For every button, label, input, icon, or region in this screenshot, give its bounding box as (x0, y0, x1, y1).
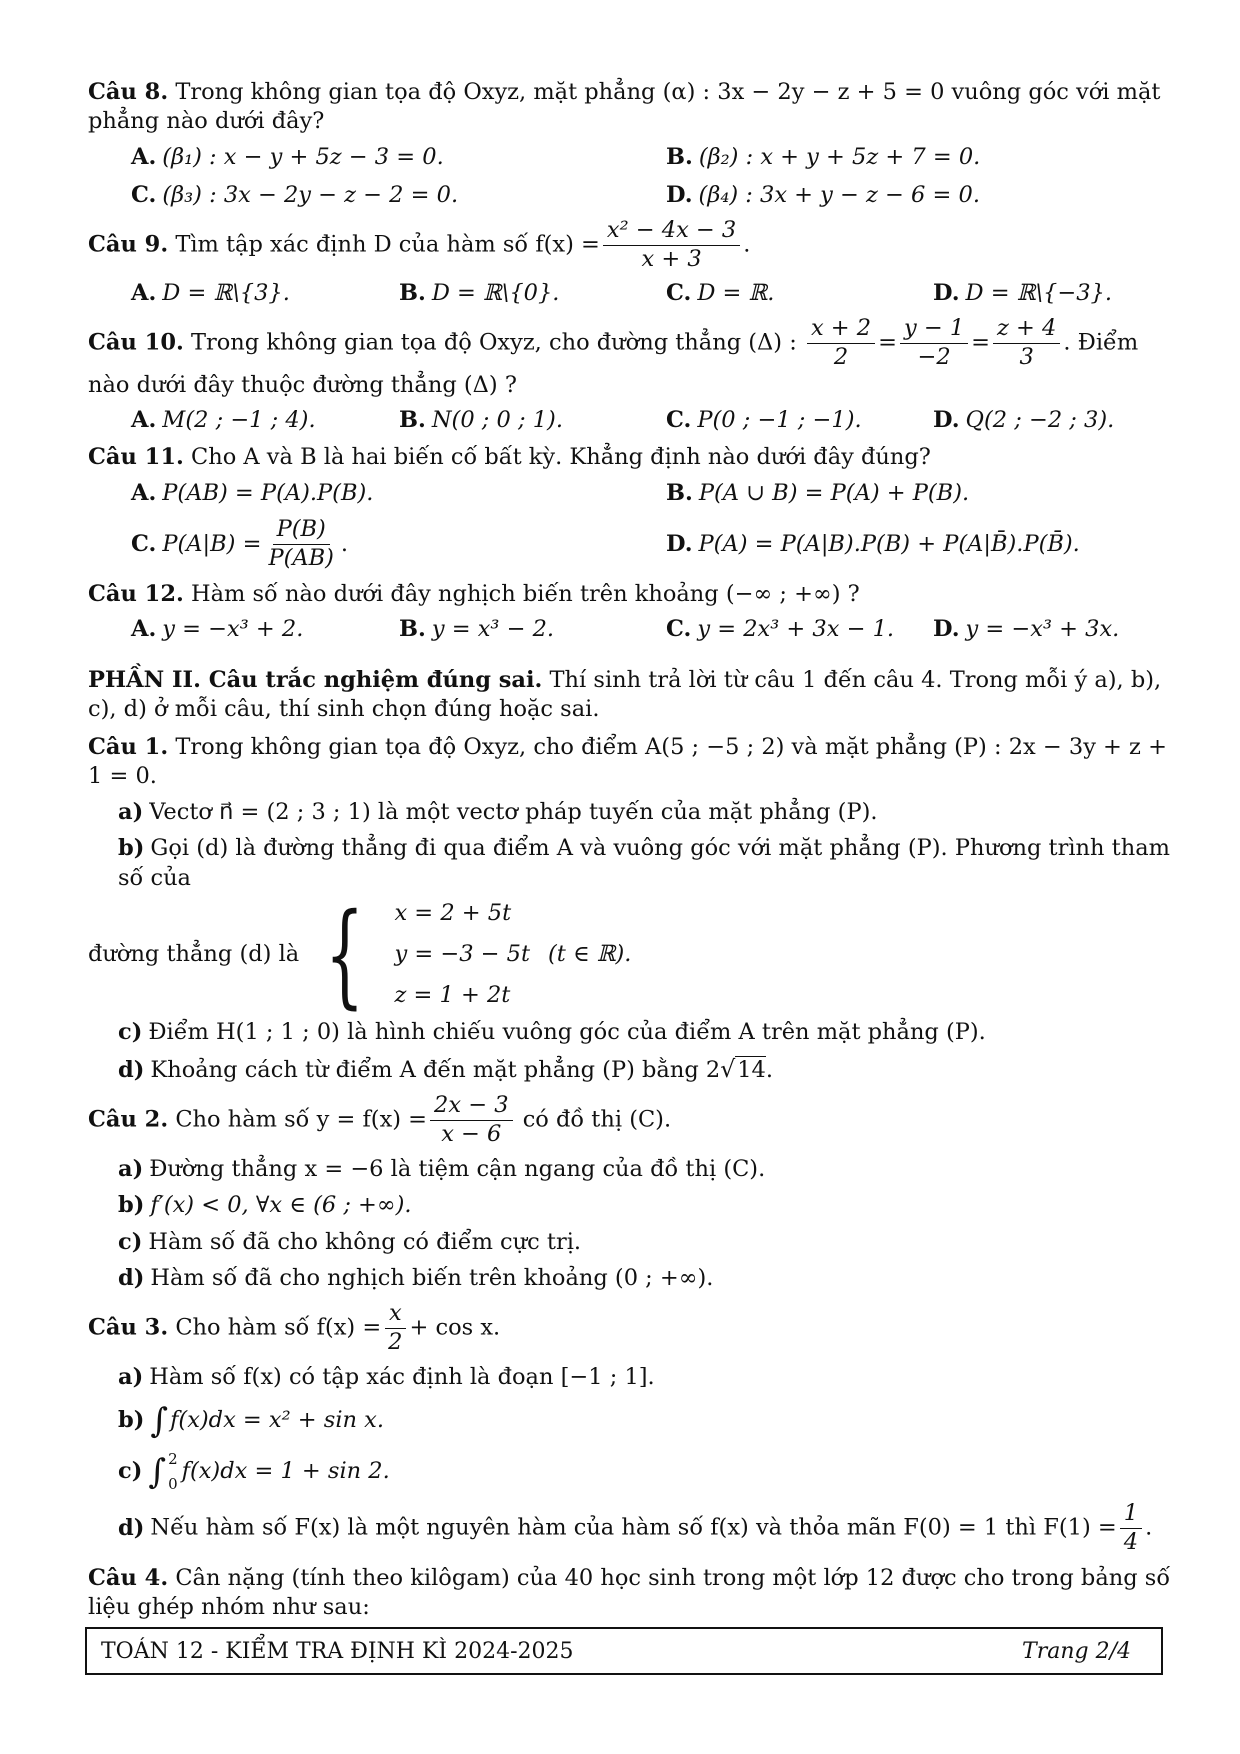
part2-question-3: Câu 3. Cho hàm số f(x) = $\frac{x}{2}$ + cos x. a) Hàm số f(x) có tập xác định là đoạn [−1 ; 1]. b) ∫f(x)dx = x² + sin x. c) ∫ 2 0 f(x)dx = 1 + sin 2. d) Nếu hàm số F(x) là một nguyên hàm của hàm số f(x) và thỏa mãn F(0) = 1 thì F(1) = $\frac{1}{4}$ . (88, 1301, 1178, 1556)
statement-d: d) Khoảng cách từ điểm A đến mặt phẳng (P) bằng 2√14. (118, 1055, 774, 1083)
question-label: Câu 10. (88, 329, 184, 356)
option-c: C. (β₃) : 3x − 2y − z − 2 = 0. (131, 181, 459, 208)
option-b: B. D = ℝ\{0}. (399, 279, 560, 306)
question-label: Câu 9. (88, 231, 169, 258)
option-c: C. y = 2x³ + 3x − 1. (666, 615, 895, 642)
section-title: PHẦN II. Câu trắc nghiệm đúng sai. (88, 667, 543, 693)
statement-c: c) Điểm H(1 ; 1 ; 0) là hình chiếu vuông góc của điểm A trên mặt phẳng (P). (118, 1018, 986, 1045)
options (88, 279, 1178, 308)
equation-line: y = −3 − 5t (394, 941, 531, 968)
statement-b: b) ∫f(x)dx = x² + sin x. (118, 1401, 385, 1441)
options (88, 406, 1178, 435)
equation-line: z = 1 + 2t (394, 982, 511, 1009)
integral-icon: ∫ (150, 1401, 169, 1441)
statement-a: a) Hàm số f(x) có tập xác định là đoạn [−1 ; 1]. (118, 1363, 655, 1390)
question-label: Câu 11. (88, 444, 184, 471)
parameter-domain: (t ∈ ℝ). (548, 941, 632, 968)
option-c: C. P(0 ; −1 ; −1). (666, 407, 862, 433)
brace-icon: { (325, 889, 365, 1020)
question-8 (88, 78, 1178, 210)
option-a: A. (β₁) : x − y + 5z − 3 = 0. (131, 143, 444, 170)
options (88, 479, 1178, 572)
question-9: Câu 9. Tìm tập xác định D của hàm số f(x) = $\frac{\text{x² − 4x − 3}}{x + 3}$ . A. D = ℝ\{3}. B. D = ℝ\{0}. C. D = ℝ. D. D = ℝ\{−3}. (88, 218, 1178, 308)
option-d: D. P(A) = P(A|B).P(B) + P(A|B̄).P(B̄). (666, 530, 1080, 557)
option-a: A. y = −x³ + 2. (131, 615, 304, 642)
fraction: $\frac{P(B)}{P(AB)}$ (268, 515, 334, 571)
option-d: D. (β₄) : 3x + y − z − 6 = 0. (666, 181, 980, 208)
option-a: A. M(2 ; −1 ; 4). (131, 407, 316, 433)
option-c: C. P(A|B) = $\frac{P(B)}{P(AB)}$ . (131, 515, 349, 571)
option-b: B. N(0 ; 0 ; 1). (399, 407, 563, 433)
statement-a: a) Vectơ n⃗ = (2 ; 3 ; 1) là một vectơ pháp tuyến của mặt phẳng (P). (118, 799, 878, 825)
option-c: C. D = ℝ. (666, 279, 775, 306)
sqrt-icon: √ (720, 1055, 736, 1083)
statement-b: b) f′(x) < 0, ∀x ∈ (6 ; +∞). (118, 1192, 412, 1219)
part-2-header (88, 666, 1178, 725)
part2-question-4: Câu 4. Cân nặng (tính theo kilôgam) của 40 học sinh trong một lớp 12 được cho trong bảng số liệu ghép nhóm như sau: (88, 1565, 1171, 1621)
statement-c: c) ∫ 2 0 f(x)dx = 1 + sin 2. (118, 1450, 390, 1494)
option-b: B. (β₂) : x + y + 5z + 7 = 0. (666, 143, 981, 170)
option-d: D. y = −x³ + 3x. (933, 615, 1120, 642)
question-10: Câu 10. Trong không gian tọa độ Oxyz, cho đường thẳng (Δ) : $\frac{x + 2}{2}$ = $\frac{y - 1}{-2}$ = $\frac{z + 4}{3}$ . Điểm nào dưới đây thuộc đường thẳng (Δ) ? A. M(2 ; −1 ; 4). B. N(0 ; 0 ; 1). C. P(0 ; −1 ; −1). D. Q(2 ; −2 ; 3). (88, 316, 1178, 435)
exam-page (88, 78, 1178, 1623)
options (88, 615, 1178, 644)
statement-c: c) Hàm số đã cho không có điểm cực trị. (118, 1228, 582, 1255)
integral-limits: 2 0 (168, 1450, 178, 1494)
fraction: $\frac{x + 2}{2}$ (807, 316, 875, 371)
fraction: $\frac{z + 4}{3}$ (993, 316, 1060, 371)
statement-d: d) Nếu hàm số F(x) là một nguyên hàm của hàm số f(x) và thỏa mãn F(0) = 1 thì F(1) = $\frac{1}{4}$ . (118, 1500, 1153, 1556)
question-text: Trong không gian tọa độ Oxyz, mặt phẳng (α) : 3x − 2y − z + 5 = 0 vuông góc với mặt phẳng nào dưới đây? (88, 79, 1161, 135)
question-11: Câu 11. Cho A và B là hai biến cố bất kỳ. Khẳng định nào dưới đây đúng? A. P(AB) = P(A).P(B). B. P(A ∪ B) = P(A) + P(B). C. P(A|B) = $\frac{P(B)}{P(AB)}$ . D. P(A) = P(A|B).P(B) + P(A|B̄).P(B̄). (88, 443, 1178, 571)
option-b: B. y = x³ − 2. (399, 615, 555, 642)
page-number: Trang 2/4 (1022, 1638, 1131, 1664)
option-d: D. D = ℝ\{−3}. (933, 279, 1112, 306)
equation-line: x = 2 + 5t (394, 899, 512, 926)
parametric-system: đường thẳng (d) là { x = 2 + 5t y = −3 − 5t z = 1 + 2t (t ∈ ℝ). (88, 889, 632, 1020)
part2-question-1: Câu 1. Trong không gian tọa độ Oxyz, cho điểm A(5 ; −5 ; 2) và mặt phẳng (P) : 2x − 3y + z + 1 = 0. a) Vectơ n⃗ = (2 ; 3 ; 1) là một vectơ pháp tuyến của mặt phẳng (P). b) Gọi (d) là đường thẳng đi qua điểm A và vuông góc với mặt phẳng (P). Phương trình tham số của đường thẳng (d) là { x = 2 + 5t y = −3 − 5t z = 1 + 2t (t ∈ ℝ). c) Điểm H(1 ; 1 ; 0) là hình chiếu vuông góc của điểm A trên mặt phẳng (P). d) Khoảng cách từ điểm A đến mặt phẳng (P) bằng 2√14. (88, 733, 1178, 1086)
footer-title: TOÁN 12 - KIỂM TRA ĐỊNH KÌ 2024-2025 (101, 1638, 574, 1664)
question-label: Câu 2. (88, 1106, 169, 1133)
option-b: B. P(A ∪ B) = P(A) + P(B). (666, 479, 970, 506)
question-label: Câu 8. (88, 79, 169, 105)
option-a: A. P(AB) = P(A).P(B). (131, 479, 374, 506)
question-label: Câu 12. (88, 580, 184, 607)
question-label: Câu 1. (88, 733, 169, 760)
statement-a: a) Đường thẳng x = −6 là tiệm cận ngang của đồ thị (C). (118, 1156, 766, 1182)
integral-icon: ∫ (148, 1452, 167, 1493)
fraction: $\frac{\text{x² − 4x − 3}}{x + 3}$ (603, 218, 740, 273)
statement-d: d) Hàm số đã cho nghịch biến trên khoảng (0 ; +∞). (118, 1264, 714, 1291)
fraction: $\frac{1}{4}$ (1120, 1501, 1142, 1556)
question-12: Câu 12. Hàm số nào dưới đây nghịch biến trên khoảng (−∞ ; +∞) ? A. y = −x³ + 2. B. y = x³ − 2. C. y = 2x³ + 3x − 1. D. y = −x³ + 3x. (88, 580, 1178, 645)
statement-b: b) Gọi (d) là đường thẳng đi qua điểm A và vuông góc với mặt phẳng (P). Phương trình tham số của (118, 835, 1170, 891)
section-intro: Thí sinh trả lời từ câu 1 đến câu 4. Trong mỗi ý a), b), c), d) ở mỗi câu, thí sinh chọn đúng hoặc sai. (88, 667, 1162, 723)
part2-question-2: Câu 2. Cho hàm số y = f(x) = $\frac{2x - 3}{x - 6}$ có đồ thị (C). a) Đường thẳng x = −6 là tiệm cận ngang của đồ thị (C). b) f′(x) < 0, ∀x ∈ (6 ; +∞). c) Hàm số đã cho không có điểm cực trị. d) Hàm số đã cho nghịch biến trên khoảng (0 ; +∞). (88, 1093, 1178, 1293)
options (88, 143, 1178, 211)
option-a: A. D = ℝ\{3}. (131, 279, 290, 306)
fraction: $\frac{x}{2}$ (384, 1301, 406, 1356)
page-footer (85, 1627, 1163, 1675)
question-label: Câu 4. (88, 1565, 169, 1592)
fraction: $\frac{y - 1}{-2}$ (900, 316, 968, 371)
fraction: $\frac{2x - 3}{x - 6}$ (430, 1093, 512, 1148)
option-d: D. Q(2 ; −2 ; 3). (933, 407, 1115, 433)
question-label: Câu 3. (88, 1314, 169, 1341)
